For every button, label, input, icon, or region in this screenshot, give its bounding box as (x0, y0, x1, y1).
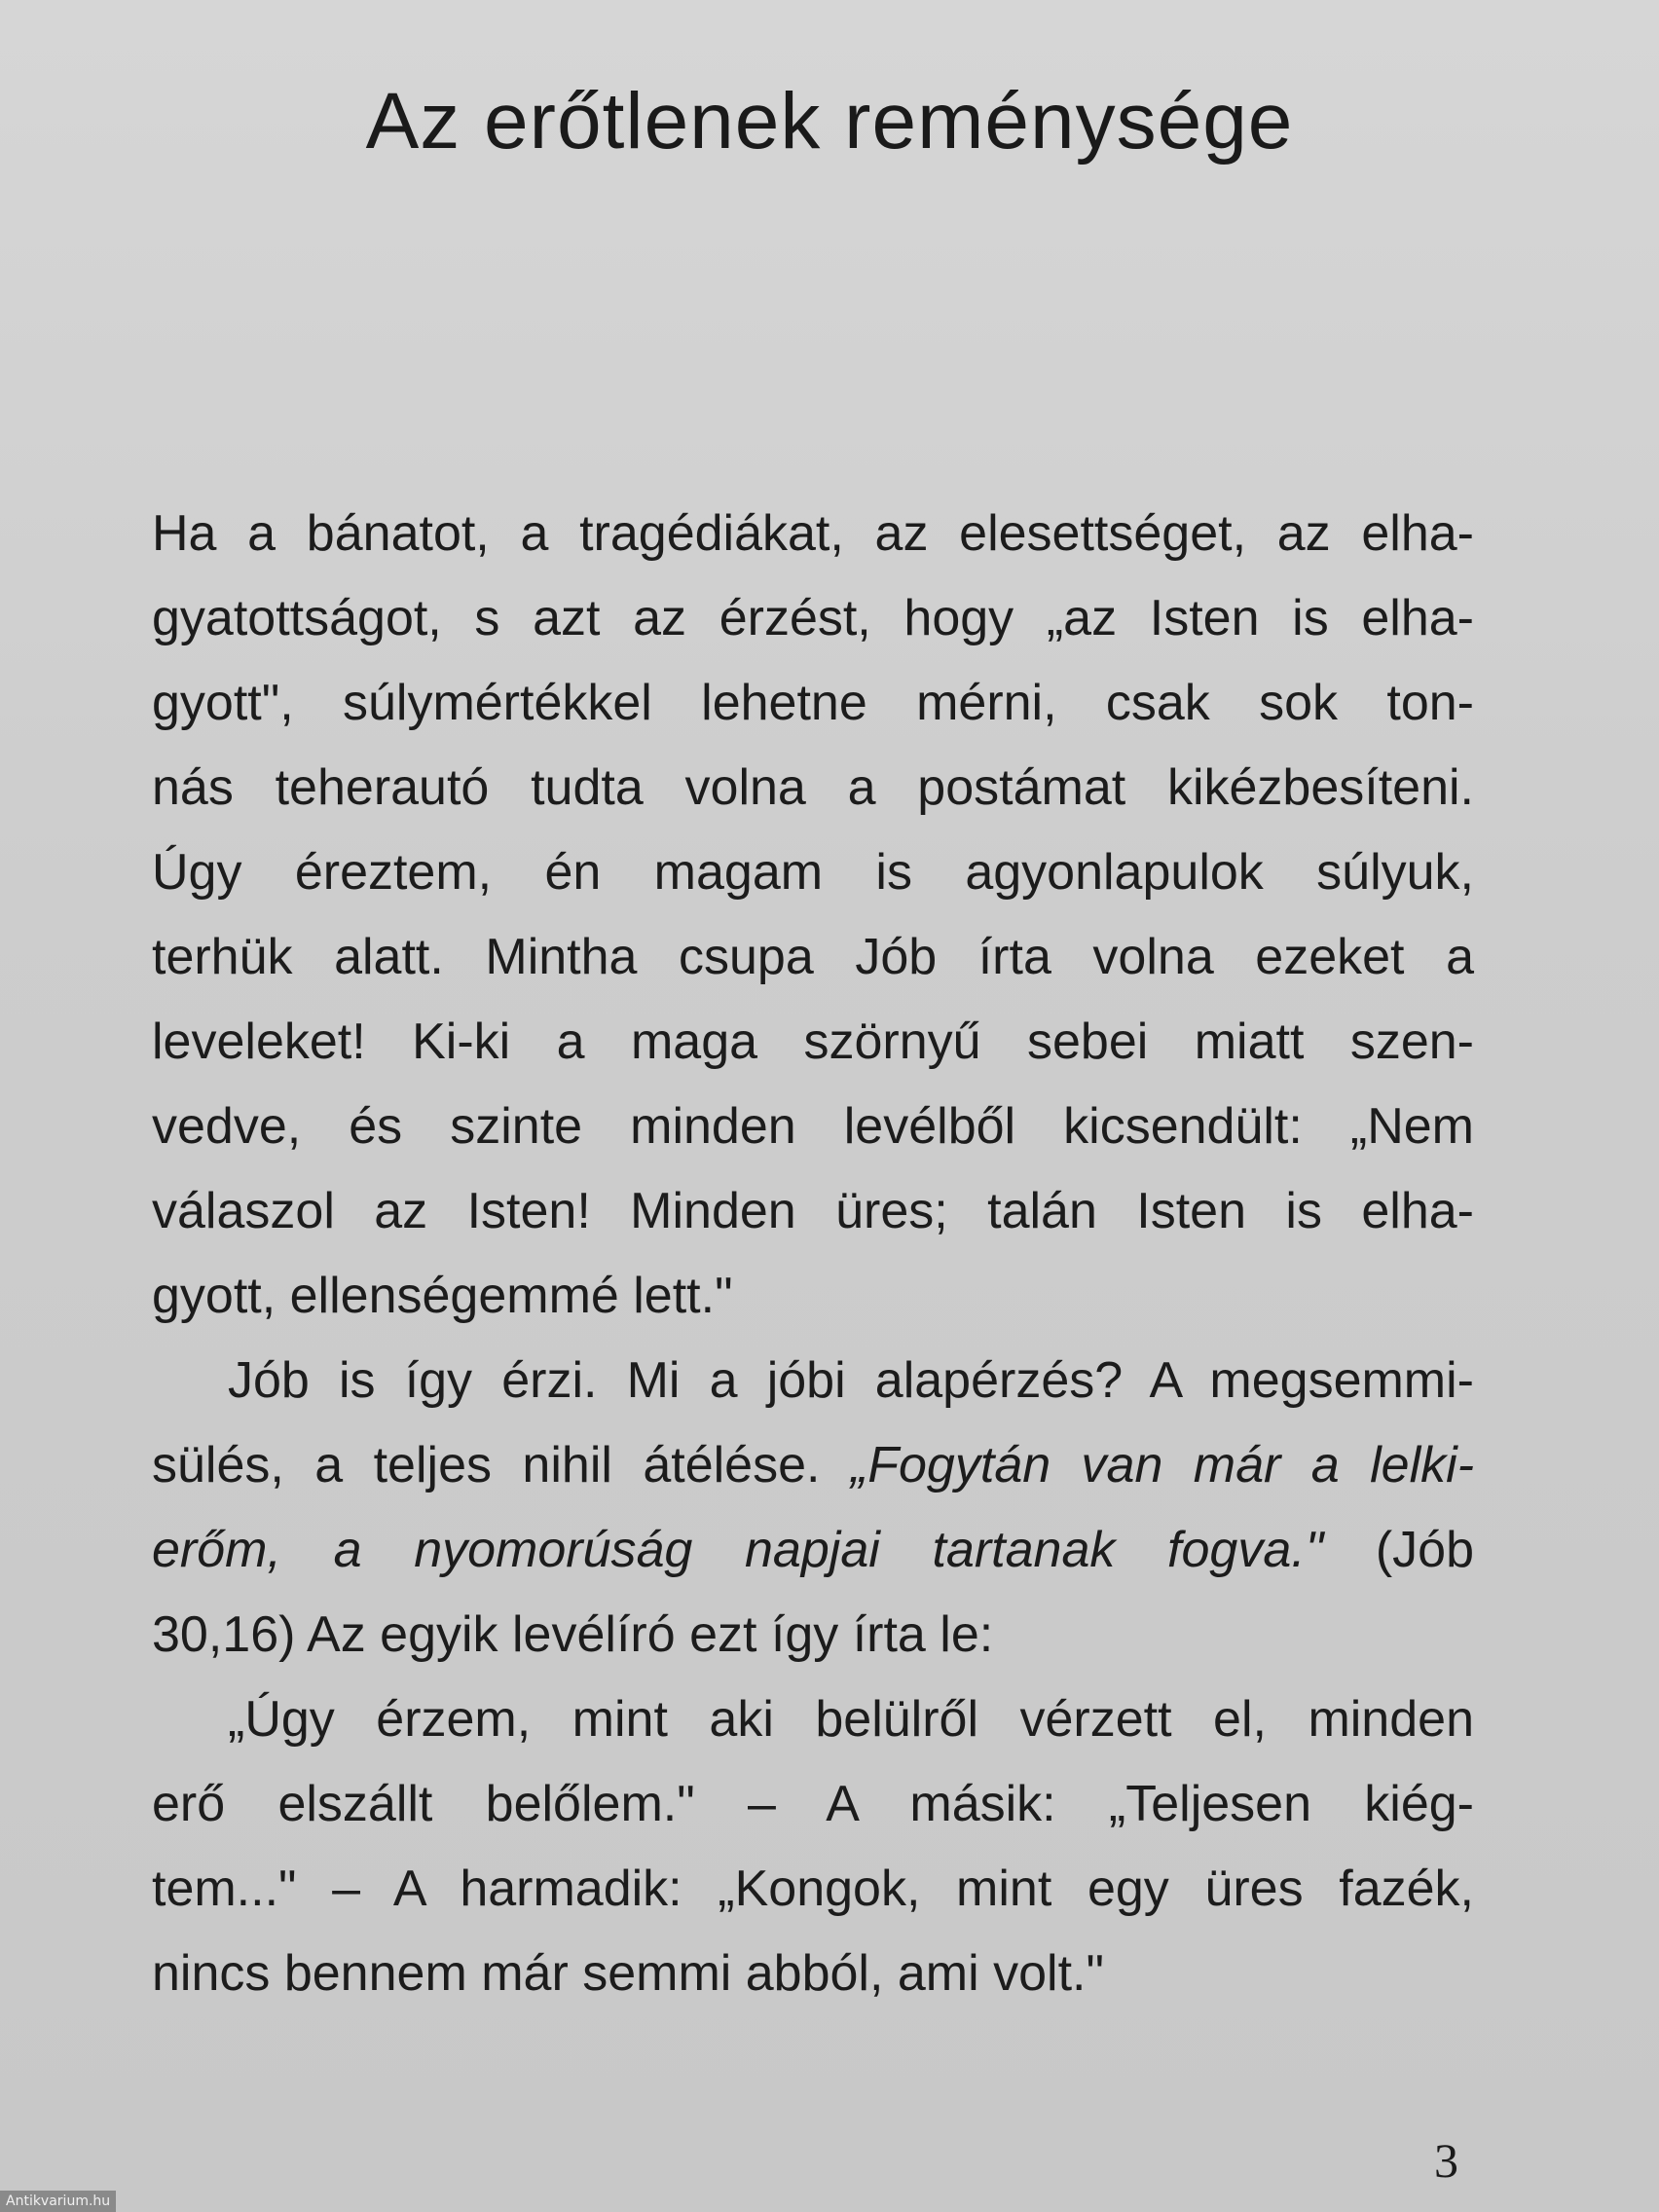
text-line: erő elszállt belőlem." – A másik: „Teljesen kiég- (152, 1776, 1474, 1832)
chapter-title: Az erőtlenek reménysége (365, 77, 1294, 166)
text-line: vedve, és szinte minden levélből kicsendült: „Nem (152, 1098, 1474, 1155)
text-line: tem..." – A harmadik: „Kongok, mint egy üres fazék, (152, 1861, 1474, 1917)
text-line: Úgy éreztem, én magam is agyonlapulok súlyuk, (152, 844, 1474, 901)
text-line: válaszol az Isten! Minden üres; talán Isten is elha- (152, 1183, 1474, 1239)
quote-italic: erőm, a nyomorúság napjai tartanak fogva." (152, 1522, 1324, 1578)
text-line: Ha a bánatot, a tragédiákat, az elesettséget, az elha- (152, 505, 1474, 562)
watermark: Antikvarium.hu (0, 2191, 116, 2212)
text-line: „Úgy érzem, mint aki belülről vérzett el, minden (228, 1691, 1474, 1748)
text-line: 30,16) Az egyik levélíró ezt így írta le: (152, 1606, 994, 1663)
page-number: 3 (1434, 2133, 1458, 2188)
text-line: terhük alatt. Mintha csupa Jób írta volna ezeket a (152, 929, 1474, 985)
text-line: nincs bennem már semmi abból, ami volt." (152, 1945, 1104, 2002)
quote-italic: „Fogytán van már a lelki- (850, 1437, 1475, 1493)
text-line: gyott", súlymértékkel lehetne mérni, csak sok ton- (152, 675, 1474, 731)
body-text (152, 492, 1474, 2016)
text-line: Jób is így érzi. Mi a jóbi alapérzés? A megsemmi- (228, 1352, 1474, 1409)
text-run: sülés, a teljes nihil átélése. (152, 1437, 851, 1493)
text-line: gyatottságot, s azt az érzést, hogy „az Isten is elha- (152, 590, 1474, 646)
text-run: (Jób (1323, 1522, 1474, 1578)
text-line: gyott, ellenségemmé lett." (152, 1268, 733, 1324)
text-line-mixed (152, 1508, 1474, 1593)
text-line-mixed (152, 1423, 1474, 1508)
text-line: nás teherautó tudta volna a postámat kikézbesíteni. (152, 759, 1474, 816)
text-line: leveleket! Ki-ki a maga szörnyű sebei miatt szen- (152, 1014, 1474, 1070)
